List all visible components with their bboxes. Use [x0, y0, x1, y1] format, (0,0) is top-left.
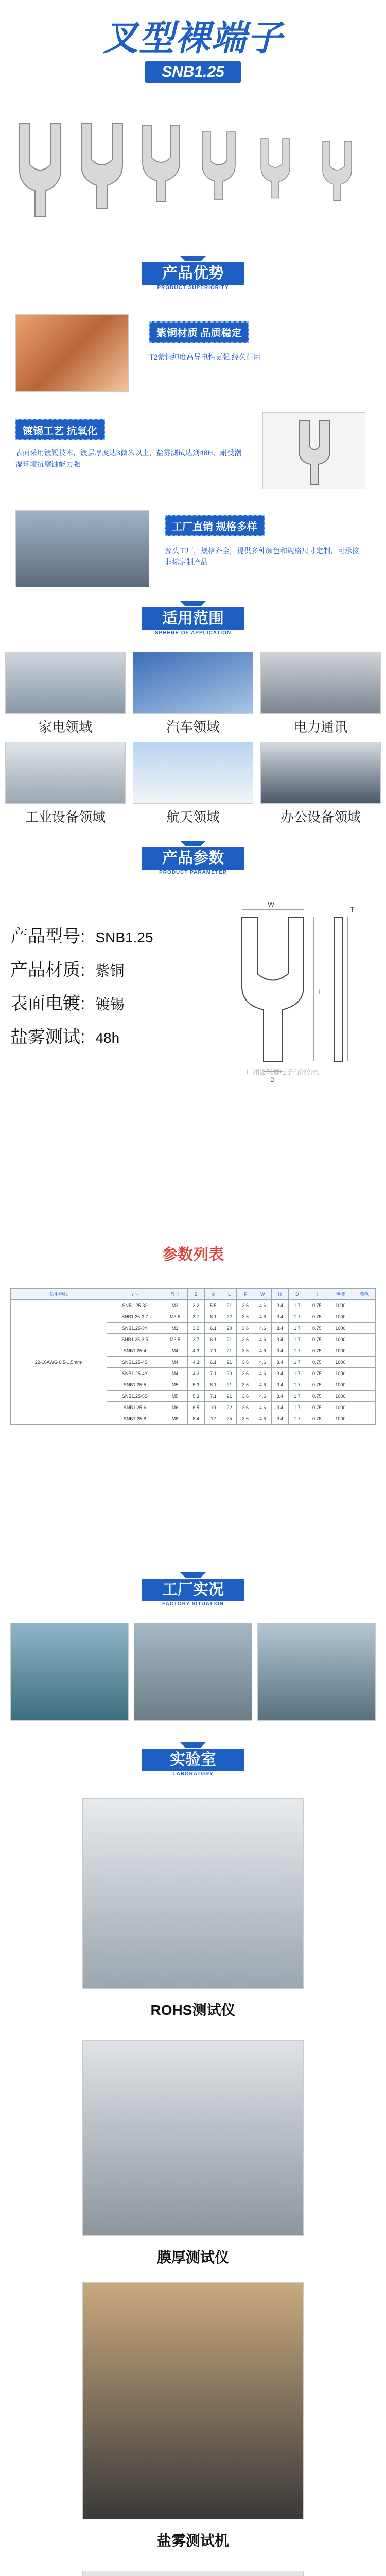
- lab-header: [0, 1747, 386, 1783]
- table-cell: 4.6: [254, 1334, 271, 1345]
- table-cell: 3.7: [187, 1311, 205, 1323]
- table-cell: 0.75: [306, 1379, 328, 1391]
- terminal-image: [138, 118, 184, 206]
- table-cell: 3.6: [237, 1323, 254, 1334]
- table-cell: 3.4: [271, 1334, 289, 1345]
- table-cell: 21: [222, 1379, 237, 1391]
- terminal-image: [76, 118, 128, 211]
- table-cell: 3.6: [237, 1379, 254, 1391]
- table-cell: 1.7: [289, 1300, 306, 1311]
- table-cell: 4.6: [254, 1323, 271, 1334]
- office-equipment-image: [260, 742, 381, 804]
- table-cell: 4.3: [187, 1368, 205, 1379]
- table-cell: 1000: [328, 1300, 353, 1311]
- section-subtitle: LABORATORY: [172, 1771, 214, 1777]
- copper-image: [15, 314, 129, 392]
- application-label: 航天领域: [166, 809, 220, 825]
- application-item: [133, 652, 253, 737]
- table-cell: SNB1.25-5: [107, 1379, 163, 1391]
- table-cell: 3.6: [237, 1391, 254, 1402]
- color-cell: [353, 1402, 375, 1413]
- table-cell: 12: [205, 1413, 222, 1425]
- section-title: 工厂实况: [142, 1579, 244, 1601]
- table-cell: 1000: [328, 1391, 353, 1402]
- table-cell: 0.75: [306, 1402, 328, 1413]
- table-cell: 3.6: [237, 1334, 254, 1345]
- table-cell: 3.6: [237, 1345, 254, 1357]
- table-cell: 0.75: [306, 1357, 328, 1368]
- table-cell: 4.6: [254, 1311, 271, 1323]
- advantage-item: [15, 412, 371, 495]
- advantage-tag: 紫铜材质 品质稳定: [149, 321, 249, 343]
- lab-caption: 膜厚测试仪: [156, 2249, 229, 2265]
- application-label: 家电领域: [38, 719, 92, 735]
- table-cell: 3.4: [271, 1345, 289, 1357]
- table-cell: 4.3: [187, 1357, 205, 1368]
- table-cell: 7.1: [205, 1391, 222, 1402]
- table-cell: 1000: [328, 1402, 353, 1413]
- table-cell: 1.7: [289, 1334, 306, 1345]
- factory-image: [15, 510, 149, 587]
- table-cell: SNB1.25-32: [107, 1300, 163, 1311]
- param-plating: 表面电镀: 镀锡: [10, 994, 125, 1013]
- application-header: [0, 605, 386, 641]
- table-cell: 1000: [328, 1379, 353, 1391]
- table-cell: 1.7: [289, 1391, 306, 1402]
- table-cell: 3.4: [271, 1368, 289, 1379]
- table-cell: M5: [163, 1391, 187, 1402]
- aerospace-image: [133, 742, 253, 804]
- table-cell: 3.6: [237, 1311, 254, 1323]
- table-cell: 1000: [328, 1323, 353, 1334]
- table-cell: 1.7: [289, 1323, 306, 1334]
- table-cell: 5.3: [187, 1391, 205, 1402]
- table-cell: 6.1: [205, 1323, 222, 1334]
- table-cell: 3.4: [271, 1402, 289, 1413]
- table-cell: 5.5: [205, 1300, 222, 1311]
- application-label: 电力通讯: [293, 719, 347, 735]
- table-cell: 0.75: [306, 1323, 328, 1334]
- advantage-text: 表面采用镀锡技术，镀层厚度达3微米以上，盐雾测试达到48H，耐受潮湿环境抗腐蚀能力强: [15, 449, 242, 468]
- table-cell: 21: [222, 1357, 237, 1368]
- advantage-item: [15, 314, 371, 397]
- advantage-tag: 镀锡工艺 抗氧化: [15, 419, 105, 440]
- application-item: [260, 742, 381, 827]
- table-cell: SNB1.25-4: [107, 1345, 163, 1357]
- application-label: 汽车领域: [166, 719, 220, 735]
- color-cell: [353, 1413, 375, 1425]
- svg-text:D: D: [270, 1076, 275, 1083]
- table-cell: 3.4: [271, 1391, 289, 1402]
- color-cell: [353, 1334, 375, 1345]
- color-cell: [353, 1379, 375, 1391]
- table-cell: SNB1.25-3.5: [107, 1334, 163, 1345]
- table-cell: 4.6: [254, 1379, 271, 1391]
- table-title: 参数列表: [162, 1246, 224, 1263]
- table-cell: 8.4: [187, 1413, 205, 1425]
- color-cell: [353, 1323, 375, 1334]
- table-cell: 6.1: [205, 1334, 222, 1345]
- lab-caption: 盐雾测试机: [156, 2533, 229, 2549]
- section-subtitle: SPHERE OF APPLICATION: [154, 630, 232, 636]
- table-cell: 4.6: [254, 1402, 271, 1413]
- table-cell: 3.7: [187, 1334, 205, 1345]
- table-cell: SNB1.25-5S: [107, 1391, 163, 1402]
- parameter-header: [0, 845, 386, 881]
- svg-text:W: W: [268, 900, 275, 908]
- application-item: [5, 742, 126, 827]
- table-cell: 22: [222, 1311, 237, 1323]
- table-cell: SNB1.25-3.7: [107, 1311, 163, 1323]
- table-cell: M3.5: [163, 1334, 187, 1345]
- table-cell: 3.4: [271, 1300, 289, 1311]
- param-salt-spray: 盐雾测试: 48h: [10, 1027, 120, 1047]
- table-cell: 22: [222, 1402, 237, 1413]
- color-cell: [353, 1311, 375, 1323]
- terminal-image: [14, 118, 66, 222]
- table-cell: SNB1.25-6: [107, 1402, 163, 1413]
- table-cell: SNB1.25-4Y: [107, 1368, 163, 1379]
- table-cell: 1.7: [289, 1345, 306, 1357]
- table-cell: 20: [222, 1368, 237, 1379]
- table-cell: 10: [205, 1402, 222, 1413]
- table-cell: 3.4: [271, 1323, 289, 1334]
- lab-caption: ROHS测试仪: [150, 2002, 236, 2018]
- table-cell: 4.3: [187, 1345, 205, 1357]
- table-cell: 6.5: [187, 1402, 205, 1413]
- 2d-tester-image: [82, 2571, 304, 2576]
- table-cell: M5: [163, 1379, 187, 1391]
- advantage-header: [0, 260, 386, 296]
- table-cell: M8: [163, 1413, 187, 1425]
- table-cell: 21: [222, 1300, 237, 1311]
- table-cell: 3.2: [187, 1323, 205, 1334]
- table-cell: 6.1: [205, 1311, 222, 1323]
- application-label: 工业设备领域: [25, 809, 106, 825]
- table-cell: 6.1: [205, 1357, 222, 1368]
- dimension-drawing: [196, 896, 381, 1092]
- power-cabinet-image: [260, 652, 381, 714]
- section-title: 产品参数: [142, 847, 244, 870]
- param-model: 产品型号: SNB1.25: [10, 927, 153, 946]
- terminal-image: [319, 131, 355, 209]
- color-cell: [353, 1300, 375, 1311]
- table-cell: 4.6: [254, 1368, 271, 1379]
- wire-range-cell: 22-16AWG 0.5-1.5mm²: [11, 1300, 107, 1425]
- application-label: 办公设备领域: [280, 809, 361, 825]
- table-cell: 1000: [328, 1413, 353, 1425]
- table-cell: 0.75: [306, 1368, 328, 1379]
- table-cell: 7.1: [205, 1368, 222, 1379]
- advantage-tag: 工厂直销 规格多样: [165, 515, 265, 536]
- table-cell: 4.6: [254, 1345, 271, 1357]
- table-cell: 1.7: [289, 1368, 306, 1379]
- table-cell: 1.7: [289, 1311, 306, 1323]
- appliance-image: [5, 652, 126, 714]
- table-cell: 21: [222, 1391, 237, 1402]
- table-cell: M3: [163, 1300, 187, 1311]
- factory-photo: [134, 1623, 252, 1721]
- table-cell: 3.6: [237, 1413, 254, 1425]
- color-cell: [353, 1357, 375, 1368]
- salt-spray-tester-image: [82, 2282, 304, 2519]
- industrial-equipment-image: [5, 742, 126, 804]
- table-cell: 3.6: [237, 1402, 254, 1413]
- table-cell: 21: [222, 1345, 237, 1357]
- table-cell: M6: [163, 1402, 187, 1413]
- table-cell: M4: [163, 1368, 187, 1379]
- color-cell: [353, 1391, 375, 1402]
- table-cell: 1.7: [289, 1402, 306, 1413]
- table-cell: 0.75: [306, 1413, 328, 1425]
- table-cell: 8.1: [205, 1379, 222, 1391]
- table-cell: M4: [163, 1345, 187, 1357]
- table-cell: 3.6: [237, 1357, 254, 1368]
- section-subtitle: PRODUCT SUPERIORITY: [157, 285, 229, 291]
- car-image: [133, 652, 253, 714]
- table-cell: 25: [222, 1413, 237, 1425]
- application-item: [260, 652, 381, 737]
- table-cell: M4: [163, 1357, 187, 1368]
- watermark: 广州思锐德电子有限公司: [246, 1068, 320, 1076]
- table-cell: 1000: [328, 1345, 353, 1357]
- advantage-item: [15, 510, 371, 592]
- table-cell: 3.4: [271, 1311, 289, 1323]
- table-cell: 1000: [328, 1357, 353, 1368]
- thickness-tester-image: [82, 2040, 304, 2236]
- table-cell: 20: [222, 1323, 237, 1334]
- table-cell: 1.7: [289, 1379, 306, 1391]
- section-title: 实验室: [142, 1749, 244, 1771]
- terminal-image: [257, 129, 293, 206]
- color-cell: [353, 1368, 375, 1379]
- application-item: [133, 742, 253, 827]
- table-cell: 0.75: [306, 1391, 328, 1402]
- application-item: [5, 652, 126, 737]
- table-cell: 4.6: [254, 1391, 271, 1402]
- table-cell: SNB1.25-8: [107, 1413, 163, 1425]
- table-cell: 0.75: [306, 1311, 328, 1323]
- table-cell: 1.7: [289, 1357, 306, 1368]
- model-badge: SNB1.25: [145, 61, 241, 83]
- table-cell: 7.1: [205, 1345, 222, 1357]
- factory-photo: [10, 1623, 129, 1721]
- table-row: [11, 1300, 376, 1311]
- table-cell: SNB1.25-4S: [107, 1357, 163, 1368]
- table-cell: 4.6: [254, 1357, 271, 1368]
- table-cell: 3.6: [237, 1300, 254, 1311]
- table-cell: 0.75: [306, 1300, 328, 1311]
- parameter-table: 适用电线 型号 尺寸 B d L F W H D t 包装 颜色 22-16AWG 0.5-1.5mm² SNB1.25-32 M3 3.2 5.5 21 3.6 4.6 3.4 1.7 0.75 1000 SNB1.25-3.7 M3.5 3.7 6.1 22 3.6 4.6 3.4 1.7 0.75 1000 SNB1.25-3Y M3 3.2 6.1 20 3.6 4.6 3.4 1.7 0.75 1000 SNB1.25-3.5 M3.5 3.7 6.1 21 3.6 4.6 3.4 1.7 0.75 1000 SNB1.25-4 M4 4.3 7.1 21 3.6 4.6 3.4 1.7 0.75 1000 SNB1.25-4S M4 4.3 6.1 21 3.6 4.6 3.4 1.7 0.75 1000 SNB1.25-4Y M4 4.3 7.1 20 3.6 4.6 3.4 1.7 0.75 1000 SNB1.25-5 M5 5.3 8.1 21 3.6 4.6 3.4 1.7 0.75 1000 SNB1.25-5S M5 5.3 7.1 21 3.6 4.6 3.4 1.7 0.75 1000 SNB1.25-6 M6 6.5 10 22 3.6 4.6 3.4 1.7 0.75 1000 SNB1.25-8 M8 8.4 12 25 3.6 4.6 3.4 1.7 0.75 1000: [10, 1288, 376, 1425]
- table-cell: 21: [222, 1334, 237, 1345]
- section-title: 适用范围: [142, 607, 244, 630]
- table-cell: 3.2: [187, 1300, 205, 1311]
- section-subtitle: PRODUCT PARAMETER: [159, 870, 227, 875]
- terminal-image: [198, 124, 239, 206]
- param-material: 产品材质: 紫铜: [10, 960, 125, 980]
- table-cell: 1.7: [289, 1413, 306, 1425]
- color-cell: [353, 1345, 375, 1357]
- terminal-closeup-image: [262, 412, 365, 489]
- table-cell: SNB1.25-3Y: [107, 1323, 163, 1334]
- section-title: 产品优势: [142, 262, 244, 285]
- table-cell: M3: [163, 1323, 187, 1334]
- table-cell: 3.6: [237, 1368, 254, 1379]
- table-cell: M3.5: [163, 1311, 187, 1323]
- page-title: 叉型裸端子: [102, 19, 283, 58]
- table-cell: 0.75: [306, 1334, 328, 1345]
- table-cell: 1000: [328, 1368, 353, 1379]
- table-cell: 3.4: [271, 1413, 289, 1425]
- table-cell: 4.6: [254, 1413, 271, 1425]
- advantage-text: 源头工厂，规格齐全，提供多种颜色和规格尺寸定制，可承接非标定制产品: [165, 547, 359, 566]
- table-cell: 5.3: [187, 1379, 205, 1391]
- table-cell: 1000: [328, 1311, 353, 1323]
- rohs-tester-image: [82, 1798, 304, 1989]
- table-cell: 4.6: [254, 1300, 271, 1311]
- table-cell: 0.75: [306, 1345, 328, 1357]
- factory-header: [0, 1577, 386, 1613]
- table-cell: 1000: [328, 1334, 353, 1345]
- svg-text:T: T: [350, 905, 355, 913]
- factory-photo: [257, 1623, 376, 1721]
- table-cell: 3.4: [271, 1357, 289, 1368]
- advantage-text: T2紫铜纯度高导电性更强,经久耐用: [149, 353, 261, 361]
- hero-banner: [0, 0, 386, 242]
- svg-text:L: L: [318, 988, 322, 996]
- section-subtitle: FACTORY SITUATION: [162, 1601, 224, 1607]
- table-cell: 3.4: [271, 1379, 289, 1391]
